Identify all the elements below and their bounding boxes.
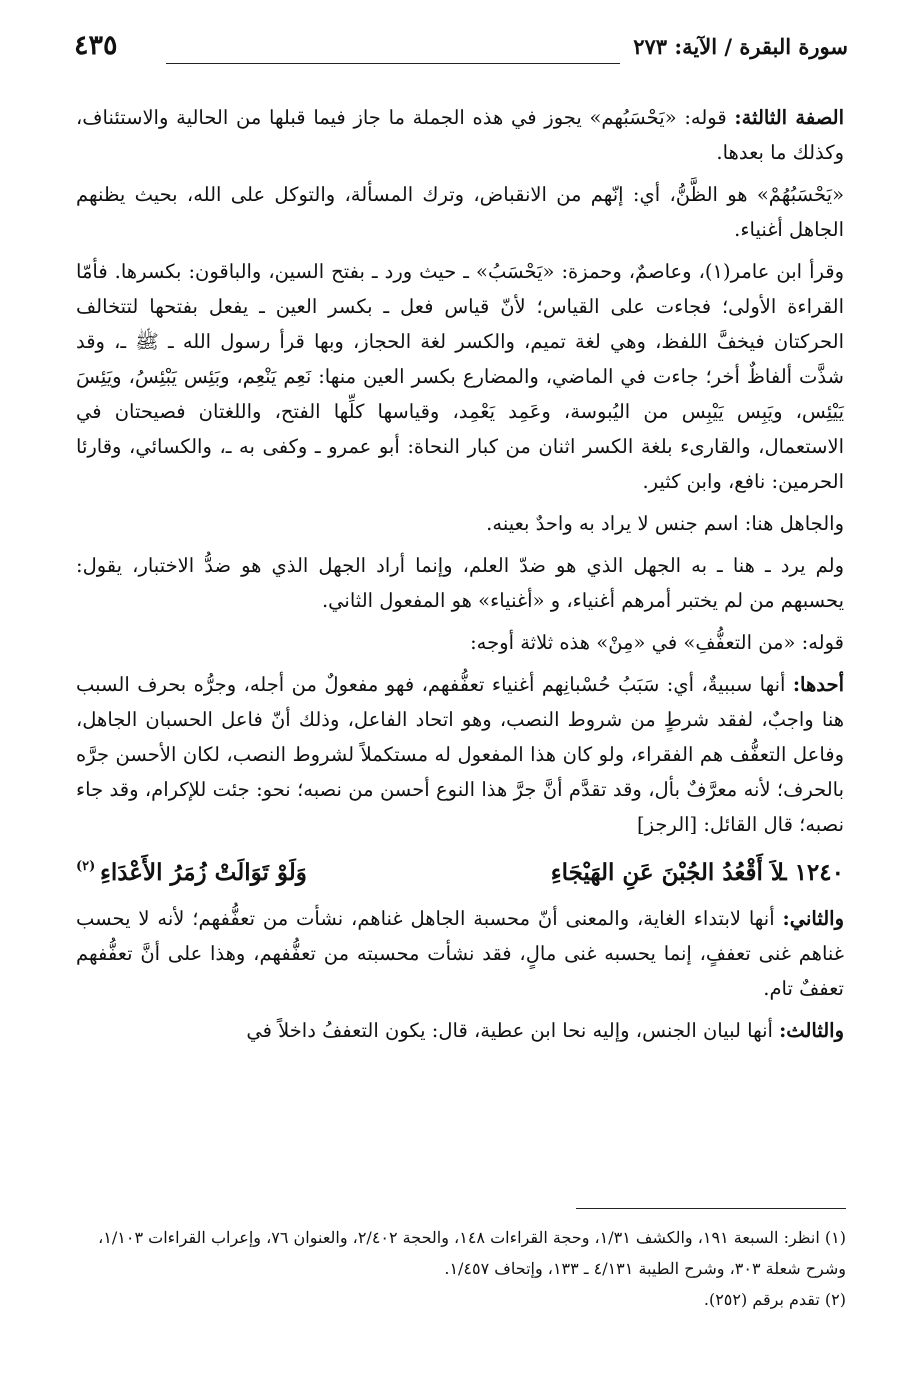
footnote-1: (١) انظر: السبعة ١٩١، والكشف ١/٣١، وحجة القراءات ١٤٨، والحجة ٢/٤٠٢، والعنوان ٧٦، وإعراب القراءات ١/١٠٣، وشرح شعلة ٣٠٣، وشرح الطيبة ٤/١٣١ ـ ١٣٣، وإتحاف ١/٤٥٧. <box>98 1228 846 1278</box>
paragraph-ignorant <box>76 506 844 541</box>
paragraph-aspect-one <box>76 667 844 842</box>
paragraph-text: أنها لابتداء الغاية، والمعنى أنّ محسبة الجاهل غناهم، نشأت من تعفُّفهم؛ لأنه لا يحسب غناهم غنى تعففٍ، إنما يحسبه غنى مالٍ، فقد نشأت محسبته من تعفُّفهم، وهذا على أنَّ تعفُّفهم تعففٌ تام. <box>76 907 844 1000</box>
paragraph-third-attribute <box>76 100 844 170</box>
paragraph-text: والجاهل هنا: اسم جنس لا يراد به واحدٌ بعينه. <box>486 512 844 535</box>
paragraph-three-aspects <box>76 625 844 660</box>
paragraph-aspect-two <box>76 901 844 1006</box>
paragraph-lead: أحدها: <box>792 673 844 696</box>
poetry-verse <box>76 849 844 897</box>
footnote-separator <box>576 1208 846 1209</box>
header-rule <box>166 63 620 64</box>
paragraph-lead: والثالث: <box>779 1019 844 1042</box>
main-text <box>76 100 844 1055</box>
paragraph-text: ولم يرد ـ هنا ـ به الجهل الذي هو ضدّ العلم، وإنما أراد الجهل الذي هو ضدُّ الاختبار، يقول: يحسبهم من لم يختبر أمرهم أغنياء، و «أغنياء» هو المفعول الثاني. <box>76 554 844 612</box>
paragraph-readings <box>76 254 844 499</box>
paragraph-lead: والثاني: <box>782 907 844 930</box>
paragraph-lead: الصفة الثالثة: <box>734 106 844 129</box>
verse-first-hemistich: لاَ أَقْعُدُ الجُبْنَ عَنِ الهَيْجَاءِ <box>550 859 784 886</box>
footnote-reference: (٢) <box>76 859 96 874</box>
verse-number: ١٢٤٠ ـ <box>779 859 844 886</box>
paragraph-text: وقرأ ابن عامر(١)، وعاصمٌ، وحمزة: «يَحْسَبُ» ـ حيث ورد ـ بفتح السين، والباقون: بكسرها. فأمّا القراءة الأولى؛ فجاءت على القياس؛ لأنّ قياس فعل ـ بكسر العين ـ يفعل بفتحها لتتخالف الحركتان فيخفَّ اللفظ، وهي لغة تميم، والكسر لغة الحجاز، وبها قرأ رسول الله ـ ﷺ ـ، وقد شذَّت ألفاظٌ أخر؛ جاءت في الماضي، والمضارع بكسر العين منها: نَعِم يَنْعِم، وبَئِس يَبْئِسُ، ويَئِسَ يَيْئِس، ويَبِس يَيْبِس من اليُبوسة، وعَمِد يَعْمِد، وقياسها كلِّها الفتح، واللغتان فصيحتان في الاستعمال، والقارىء بلغة الكسر اثنان من كبار النحاة: أبو عمرو ـ وكفى به ـ، والكسائي، وقارئا الحرمين: نافع، وابن كثير. <box>76 260 845 493</box>
paragraph-text: أنها لبيان الجنس، وإليه نحا ابن عطية، قال: يكون التعففُ داخلاً في <box>246 1019 780 1042</box>
running-header <box>74 30 848 70</box>
paragraph-ignorance-sense <box>76 548 844 618</box>
verse-second-hemistich: وَلَوْ تَوَالَتْ زُمَرُ الأَعْدَاءِ <box>100 859 307 886</box>
footnote-2: (٢) تقدم برقم (٢٥٢). <box>703 1290 846 1309</box>
paragraph-text: قوله: «من التعفُّفِ» في «مِنْ» هذه ثلاثة أوجه: <box>470 631 844 654</box>
paragraph-text: قوله: «يَحْسَبُهم» يجوز في هذه الجملة ما جاز فيما قبلها من الحالية والاستئناف، وكذلك ما بعدها. <box>76 106 844 164</box>
header-title: سورة البقرة / الآية: ٢٧٣ <box>633 34 848 59</box>
page-number: ٤٣٥ <box>74 30 118 61</box>
paragraph-aspect-three <box>76 1013 844 1048</box>
paragraph-text: «يَحْسَبُهُمْ» هو الظَّنُّ، أي: إنّهم من الانقباض، وترك المسألة، والتوكل على الله، بحيث يظنهم الجاهل أغنياء. <box>76 183 844 241</box>
footnotes <box>76 1222 846 1315</box>
paragraph-text: أنها سببيةٌ، أي: سَبَبُ حُسْبانِهم أغنياء تعفُّفهم، فهو مفعولٌ من أجله، وجرُّه بحرف السبب هنا واجبٌ، لفقد شرطٍ من شروط النصب، وهو اتحاد الفاعل، وذلك أنّ فاعل الحسبان الجاهل، وفاعل التعفُّف هم الفقراء، ولو كان هذا المفعول له مستكملاً لشروط النصب، لكان الأحسن جرَّه بالحرف؛ لأنه معرَّفٌ بأل، وقد تقدَّم أنَّ جرَّ هذا النوع أحسن من نصبه؛ نحو: جئت للإكرام، وقد جاء نصبه؛ قال القائل: [الرجز] <box>76 673 844 836</box>
paragraph-meaning <box>76 177 844 247</box>
